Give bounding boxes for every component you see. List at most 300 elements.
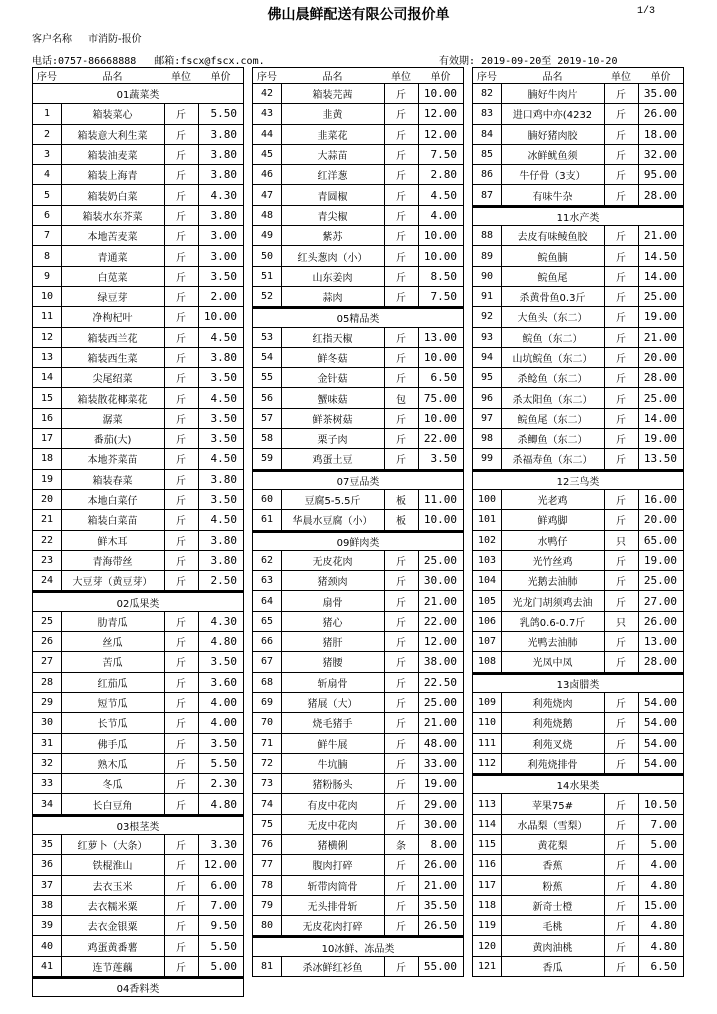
item-name: 鸡蛋土豆 (281, 449, 385, 468)
item-unit: 斤 (164, 246, 199, 265)
table-row (473, 531, 683, 551)
item-unit: 斤 (604, 632, 639, 651)
item-unit: 斤 (604, 551, 639, 570)
item-price: 26.00 (643, 107, 677, 121)
table-header-row (33, 67, 243, 84)
table-row (253, 348, 463, 368)
item-name: 杀鲶鱼（东二） (501, 368, 605, 387)
category-label: 14水果类 (556, 781, 600, 793)
item-name: 无皮中花肉 (281, 815, 385, 834)
item-name: 无皮花肉打碎 (281, 916, 385, 935)
item-name: 猪粉肠头 (281, 774, 385, 793)
item-price: 55.00 (423, 959, 457, 973)
item-number: 82 (473, 84, 502, 103)
item-number: 3 (33, 145, 62, 164)
item-number: 43 (253, 104, 282, 123)
item-number: 47 (253, 185, 282, 204)
item-unit: 斤 (384, 855, 419, 874)
item-number: 90 (473, 267, 502, 286)
item-price: 54.00 (643, 716, 677, 730)
item-number: 84 (473, 125, 502, 144)
item-unit: 只 (604, 531, 639, 550)
table-row (33, 855, 243, 875)
item-price: 11.00 (423, 493, 457, 507)
item-price: 33.00 (423, 756, 457, 770)
item-price: 2.30 (210, 777, 237, 791)
item-name: 无皮花肉 (281, 551, 385, 570)
item-unit: 斤 (384, 125, 419, 144)
item-name: 水晶梨（雪梨） (501, 815, 605, 834)
item-price: 2.80 (430, 168, 457, 182)
item-price: 7.50 (430, 290, 457, 304)
item-price: 6.50 (650, 959, 677, 973)
table-row (253, 490, 463, 510)
item-number: 17 (33, 429, 62, 448)
customer-label: 客户名称 (32, 34, 72, 45)
item-unit: 斤 (604, 165, 639, 184)
table-row (253, 165, 463, 185)
item-price: 25.00 (643, 391, 677, 405)
item-unit: 斤 (604, 936, 639, 955)
item-number: 64 (253, 591, 282, 610)
item-unit: 斤 (604, 957, 639, 976)
item-name: 韭菜花 (281, 125, 385, 144)
category-row (33, 977, 243, 997)
item-unit: 斤 (384, 267, 419, 286)
item-name: 斩带肉筒骨 (281, 876, 385, 895)
item-price: 4.80 (210, 797, 237, 811)
item-number: 16 (33, 409, 62, 428)
item-unit: 斤 (384, 591, 419, 610)
item-price: 3.80 (210, 351, 237, 364)
table-row (33, 673, 243, 693)
item-name: 光鸭去油肺 (501, 632, 605, 651)
table-row (33, 835, 243, 855)
item-price: 3.50 (210, 432, 237, 446)
item-name: 光龙门胡须鸡去油 (501, 591, 605, 610)
item-price: 4.50 (210, 452, 237, 466)
item-number: 71 (253, 734, 282, 753)
table-row (253, 185, 463, 205)
item-name: 利苑烧排骨 (501, 754, 605, 773)
item-price: 4.50 (210, 391, 237, 405)
table-row (473, 916, 683, 936)
item-number: 45 (253, 145, 282, 164)
item-number: 26 (33, 632, 62, 651)
item-name: 牛坑腩 (281, 754, 385, 773)
item-price: 10.00 (423, 229, 457, 243)
item-number: 21 (33, 510, 62, 529)
table-row (33, 267, 243, 287)
category-row (253, 470, 463, 490)
item-unit: 斤 (384, 287, 419, 306)
item-number: 65 (253, 612, 282, 631)
item-unit: 斤 (164, 267, 199, 286)
item-price: 3.80 (210, 127, 237, 141)
item-unit: 斤 (164, 693, 199, 712)
item-number: 108 (473, 652, 502, 671)
item-number: 104 (473, 571, 502, 590)
table-row (253, 328, 463, 348)
item-price: 4.80 (650, 939, 677, 953)
item-number: 77 (253, 855, 282, 874)
item-number: 6 (33, 206, 62, 225)
table-row (473, 388, 683, 408)
item-name: 肋青瓜 (61, 612, 165, 631)
item-name: 箱装意大利生菜 (61, 125, 165, 144)
item-name: 金针菇 (281, 368, 385, 387)
item-unit: 斤 (604, 409, 639, 428)
item-number: 86 (473, 165, 502, 184)
item-number: 103 (473, 551, 502, 570)
item-name: 本地芥菜苗 (61, 449, 165, 468)
item-unit: 斤 (164, 429, 199, 448)
item-unit: 斤 (604, 185, 639, 204)
price-table-column-3 (472, 67, 684, 977)
item-price: 4.80 (650, 919, 677, 933)
item-number: 121 (473, 957, 502, 976)
item-price: 13.00 (643, 635, 677, 649)
item-price: 8.00 (430, 838, 457, 852)
item-unit: 斤 (164, 632, 199, 651)
item-price: 8.50 (430, 269, 457, 283)
item-name: 粉蕉 (501, 876, 605, 895)
item-price: 30.00 (423, 817, 457, 831)
item-price: 3.50 (210, 736, 237, 750)
item-unit: 斤 (604, 449, 639, 468)
item-name: 青海带丝 (61, 551, 165, 570)
table-header-row (473, 67, 683, 84)
item-number: 76 (253, 835, 282, 854)
item-number: 31 (33, 734, 62, 753)
table-row (473, 125, 683, 145)
column-header: 单价 (638, 68, 683, 83)
item-number: 66 (253, 632, 282, 651)
item-number: 32 (33, 754, 62, 773)
customer-value: 市消防-报价 (88, 34, 142, 45)
item-name: 腩好牛肉片 (501, 84, 605, 103)
item-unit: 斤 (164, 125, 199, 144)
item-name: 鲩鱼尾（东二） (501, 409, 605, 428)
item-price: 5.00 (210, 959, 237, 973)
table-row (33, 794, 243, 814)
page-number: 1/3 (636, 6, 655, 17)
item-unit: 斤 (604, 267, 639, 286)
item-name: 番茄(大) (61, 429, 165, 448)
item-unit: 斤 (164, 145, 199, 164)
item-price: 3.80 (210, 553, 237, 567)
item-number: 79 (253, 896, 282, 915)
table-row (253, 916, 463, 936)
item-unit: 斤 (164, 287, 199, 306)
item-unit: 斤 (384, 206, 419, 225)
document-title: 佛山晨鲜配送有限公司报价单 (267, 7, 450, 23)
table-row (33, 328, 243, 348)
item-number: 92 (473, 307, 502, 326)
table-row (473, 368, 683, 388)
item-number: 61 (253, 510, 282, 529)
item-name: 毛桃 (501, 916, 605, 935)
item-name: 利苑烧肉 (501, 693, 605, 712)
table-row (33, 612, 243, 632)
item-unit: 斤 (384, 145, 419, 164)
table-row (473, 571, 683, 591)
table-row (473, 713, 683, 733)
price-table-column-2 (252, 67, 464, 977)
item-unit: 斤 (384, 84, 419, 103)
table-row (473, 267, 683, 287)
item-unit: 斤 (164, 307, 199, 326)
table-row (253, 835, 463, 855)
item-number: 87 (473, 185, 502, 204)
item-number: 81 (253, 957, 282, 976)
item-price: 19.00 (423, 777, 457, 791)
item-name: 光凤中凤 (501, 652, 605, 671)
table-row (253, 409, 463, 429)
contact-line (32, 52, 717, 67)
item-number: 116 (473, 855, 502, 874)
item-number: 83 (473, 104, 502, 123)
item-price: 38.00 (423, 655, 457, 669)
item-name: 大蒜苗 (281, 145, 385, 164)
item-price: 19.00 (643, 432, 677, 446)
table-row (33, 307, 243, 327)
item-unit: 斤 (604, 896, 639, 915)
item-name: 山东姜肉 (281, 267, 385, 286)
item-unit: 斤 (384, 429, 419, 448)
table-row (253, 693, 463, 713)
category-row (473, 206, 683, 226)
category-row (473, 673, 683, 693)
item-name: 箱装西生菜 (61, 348, 165, 367)
item-unit: 斤 (384, 449, 419, 468)
item-number: 48 (253, 206, 282, 225)
item-unit: 斤 (604, 916, 639, 935)
item-price: 12.00 (203, 858, 237, 872)
item-unit: 只 (604, 612, 639, 631)
item-name: 红头葱肉（小） (281, 246, 385, 265)
item-name: 杀太阳鱼（东二） (501, 388, 605, 407)
item-number: 12 (33, 328, 62, 347)
item-unit: 斤 (604, 490, 639, 509)
item-number: 118 (473, 896, 502, 915)
item-name: 水鸭仔 (501, 531, 605, 550)
table-row (33, 145, 243, 165)
item-price: 14.00 (643, 411, 677, 425)
column-header: 序号 (253, 68, 282, 83)
table-row (473, 104, 683, 124)
item-name: 箱装菜心 (61, 104, 165, 123)
item-price: 13.50 (643, 452, 677, 466)
item-name: 冰鲜鱿鱼须 (501, 145, 605, 164)
item-number: 30 (33, 713, 62, 732)
item-unit: 斤 (604, 246, 639, 265)
item-unit: 斤 (384, 104, 419, 123)
item-name: 烧毛猪手 (281, 713, 385, 732)
column-header: 序号 (33, 68, 62, 83)
table-row (473, 307, 683, 327)
item-number: 120 (473, 936, 502, 955)
item-price: 28.00 (643, 188, 677, 202)
item-price: 5.50 (210, 939, 237, 953)
table-row (33, 652, 243, 672)
table-row (473, 409, 683, 429)
item-price: 3.00 (210, 229, 237, 243)
item-number: 60 (253, 490, 282, 509)
item-number: 110 (473, 713, 502, 732)
item-name: 净枸杞叶 (61, 307, 165, 326)
item-price: 4.00 (210, 716, 237, 730)
item-name: 白苋菜 (61, 267, 165, 286)
item-name: 箱装白菜苗 (61, 510, 165, 529)
item-number: 35 (33, 835, 62, 854)
item-price: 29.00 (423, 797, 457, 811)
item-price: 4.00 (430, 208, 457, 222)
table-row (253, 612, 463, 632)
table-row (253, 896, 463, 916)
table-row (33, 246, 243, 266)
item-number: 36 (33, 855, 62, 874)
category-label: 04香料类 (116, 984, 160, 996)
item-unit: 斤 (604, 876, 639, 895)
item-number: 67 (253, 652, 282, 671)
item-number: 96 (473, 388, 502, 407)
table-row (253, 368, 463, 388)
item-name: 红萝卜（大条） (61, 835, 165, 854)
item-price: 95.00 (643, 168, 677, 182)
item-name: 腩好猪肉胶 (501, 125, 605, 144)
item-name: 丝瓜 (61, 632, 165, 651)
table-row (253, 104, 463, 124)
table-row (473, 84, 683, 104)
category-label: 05精品类 (336, 314, 380, 326)
category-label: 11水产类 (556, 212, 600, 224)
item-unit: 斤 (164, 754, 199, 773)
table-row (33, 226, 243, 246)
item-name: 箱装水东芥菜 (61, 206, 165, 225)
category-row (253, 531, 463, 551)
category-label: 01蔬菜类 (116, 90, 160, 102)
category-row (253, 936, 463, 956)
item-price: 4.30 (210, 188, 237, 202)
item-name: 蒜肉 (281, 287, 385, 306)
item-price: 35.00 (643, 87, 677, 101)
item-unit: 斤 (384, 409, 419, 428)
item-unit: 斤 (384, 246, 419, 265)
table-row (473, 510, 683, 530)
item-number: 99 (473, 449, 502, 468)
table-row (33, 125, 243, 145)
item-name: 新奇士橙 (501, 896, 605, 915)
item-price: 26.50 (423, 919, 457, 933)
item-name: 牛仔骨（3支） (501, 165, 605, 184)
item-unit: 斤 (164, 855, 199, 874)
table-row (33, 388, 243, 408)
table-row (33, 531, 243, 551)
item-price: 4.00 (210, 696, 237, 710)
table-row (253, 510, 463, 530)
item-price: 21.00 (423, 594, 457, 608)
category-row (33, 84, 243, 104)
table-row (33, 632, 243, 652)
item-number: 55 (253, 368, 282, 387)
item-number: 91 (473, 287, 502, 306)
item-number: 29 (33, 693, 62, 712)
table-row (253, 734, 463, 754)
item-number: 4 (33, 165, 62, 184)
item-name: 苹果75# (501, 794, 605, 813)
item-number: 20 (33, 490, 62, 509)
table-row (473, 855, 683, 875)
item-unit: 斤 (384, 693, 419, 712)
item-name: 去衣糯米粟 (61, 896, 165, 915)
table-row (473, 936, 683, 956)
item-unit: 斤 (384, 794, 419, 813)
item-number: 8 (33, 246, 62, 265)
item-price: 10.00 (423, 351, 457, 364)
item-number: 28 (33, 673, 62, 692)
column-header: 单价 (418, 68, 463, 83)
item-name: 斩扇骨 (281, 673, 385, 692)
item-number: 1 (33, 104, 62, 123)
table-row (253, 551, 463, 571)
item-unit: 板 (384, 490, 419, 509)
item-name: 鲜牛展 (281, 734, 385, 753)
item-number: 59 (253, 449, 282, 468)
item-price: 5.50 (210, 756, 237, 770)
item-unit: 斤 (164, 673, 199, 692)
item-unit: 斤 (604, 754, 639, 773)
item-number: 69 (253, 693, 282, 712)
item-unit: 斤 (164, 206, 199, 225)
table-row (253, 84, 463, 104)
item-unit: 斤 (164, 226, 199, 245)
item-price: 4.00 (650, 858, 677, 872)
item-name: 长节瓜 (61, 713, 165, 732)
item-unit: 斤 (164, 713, 199, 732)
item-unit: 条 (384, 835, 419, 854)
item-unit: 斤 (384, 754, 419, 773)
item-name: 潺菜 (61, 409, 165, 428)
category-row (253, 307, 463, 327)
item-unit: 斤 (164, 571, 199, 590)
category-row (33, 815, 243, 835)
item-unit: 斤 (604, 104, 639, 123)
item-number: 38 (33, 896, 62, 915)
item-price: 3.30 (210, 838, 237, 852)
item-price: 4.50 (210, 330, 237, 344)
table-row (473, 145, 683, 165)
item-price: 54.00 (643, 736, 677, 750)
table-row (253, 591, 463, 611)
item-number: 15 (33, 388, 62, 407)
item-number: 52 (253, 287, 282, 306)
item-name: 猪肝 (281, 632, 385, 651)
item-price: 48.00 (423, 736, 457, 750)
item-name: 利苑烧鹅 (501, 713, 605, 732)
item-name: 熟木瓜 (61, 754, 165, 773)
item-price: 27.00 (643, 594, 677, 608)
item-number: 109 (473, 693, 502, 712)
item-name: 杀福寿鱼（东二） (501, 449, 605, 468)
column-header: 品名 (501, 68, 605, 83)
item-number: 106 (473, 612, 502, 631)
column-header: 单位 (384, 68, 419, 83)
item-unit: 斤 (164, 734, 199, 753)
item-price: 26.00 (643, 614, 677, 628)
table-row (253, 429, 463, 449)
item-name: 韭黄 (281, 104, 385, 123)
